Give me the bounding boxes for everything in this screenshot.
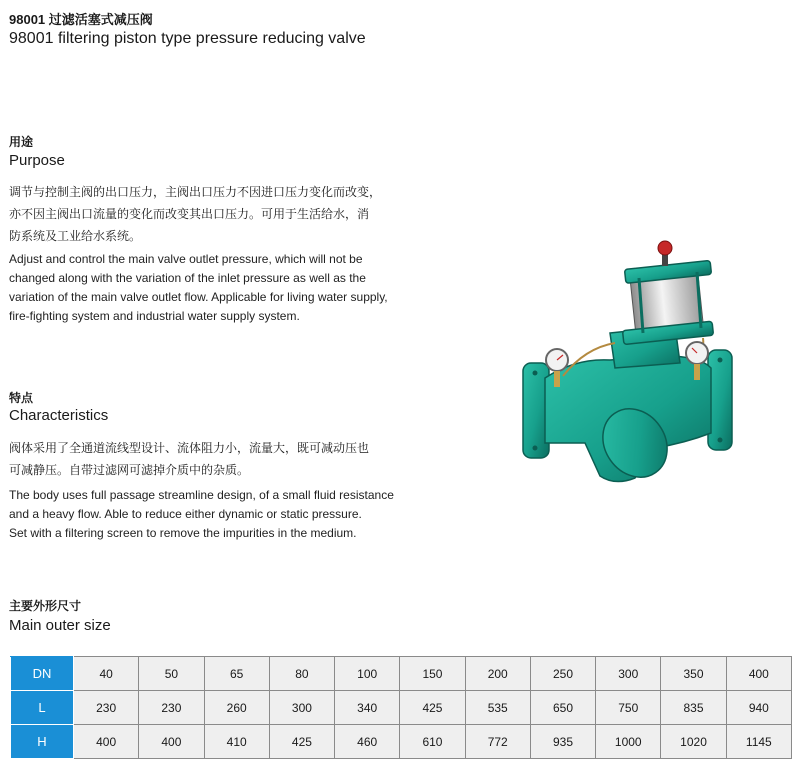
- table-cell: 1145: [726, 725, 791, 759]
- table-cell: 935: [530, 725, 595, 759]
- table-cell: 750: [596, 691, 661, 725]
- row-header: DN: [11, 657, 74, 691]
- table-cell: 300: [269, 691, 334, 725]
- size-heading-english: Main outer size: [9, 617, 111, 634]
- table-cell: 535: [465, 691, 530, 725]
- purpose-line-zh: 防系统及工业给水系统。: [9, 229, 142, 243]
- purpose-line-en: changed along with the variation of the inlet pressure as well as the: [9, 271, 366, 285]
- table-cell: 150: [400, 657, 465, 691]
- characteristics-line-en: The body uses full passage streamline design, of a small fluid resistance: [9, 488, 394, 502]
- table-cell: 230: [74, 691, 139, 725]
- table-cell: 1000: [596, 725, 661, 759]
- table-cell: 200: [465, 657, 530, 691]
- characteristics-line-zh: 阀体采用了全通道流线型设计、流体阻力小，流量大，既可减动压也: [9, 441, 370, 455]
- table-cell: 100: [335, 657, 400, 691]
- characteristics-line-en: and a heavy flow. Able to reduce either dynamic or static pressure.: [9, 507, 362, 521]
- table-cell: 230: [139, 691, 204, 725]
- table-cell: 260: [204, 691, 269, 725]
- size-heading-chinese: 主要外形尺寸: [9, 599, 82, 613]
- valve-illustration: [515, 238, 747, 488]
- purpose-line-zh: 亦不因主阀出口流量的变化而改变其出口压力。可用于生活给水，消: [9, 207, 370, 221]
- purpose-text-chinese: [9, 181, 414, 247]
- table-cell: 350: [661, 657, 726, 691]
- table-row: [11, 657, 792, 691]
- table-cell: 80: [269, 657, 334, 691]
- characteristics-line-en: Set with a filtering screen to remove the impurities in the medium.: [9, 526, 357, 540]
- purpose-line-en: Adjust and control the main valve outlet pressure, which will not be: [9, 252, 363, 266]
- purpose-line-en: variation of the main valve outlet flow. Applicable for living water supply,: [9, 290, 388, 304]
- purpose-text-english: [9, 250, 419, 326]
- table-row: [11, 725, 792, 759]
- table-row: [11, 691, 792, 725]
- dimensions-table: [10, 656, 792, 759]
- purpose-heading-chinese: 用途: [9, 135, 34, 149]
- table-cell: 300: [596, 657, 661, 691]
- table-cell: 772: [465, 725, 530, 759]
- table-cell: 340: [335, 691, 400, 725]
- characteristics-line-zh: 可减静压。自带过滤网可滤掉介质中的杂质。: [9, 463, 250, 477]
- characteristics-text-chinese: [9, 437, 414, 481]
- characteristics-text-english: [9, 486, 419, 543]
- title-english: 98001 filtering piston type pressure reducing valve: [9, 30, 366, 47]
- table-cell: 410: [204, 725, 269, 759]
- table-cell: 460: [335, 725, 400, 759]
- table-cell: 425: [269, 725, 334, 759]
- row-header: L: [11, 691, 74, 725]
- table-cell: 1020: [661, 725, 726, 759]
- purpose-line-en: fire-fighting system and industrial water supply system.: [9, 309, 300, 323]
- table-cell: 400: [139, 725, 204, 759]
- table-cell: 40: [74, 657, 139, 691]
- purpose-line-zh: 调节与控制主阀的出口压力，主阀出口压力不因进口压力变化而改变，: [9, 185, 382, 199]
- characteristics-heading-english: Characteristics: [9, 407, 109, 424]
- title-chinese: 98001 过滤活塞式减压阀: [9, 12, 153, 27]
- table-cell: 400: [726, 657, 791, 691]
- table-cell: 50: [139, 657, 204, 691]
- table-cell: 650: [530, 691, 595, 725]
- table-cell: 250: [530, 657, 595, 691]
- table-cell: 425: [400, 691, 465, 725]
- table-cell: 940: [726, 691, 791, 725]
- table-cell: 65: [204, 657, 269, 691]
- purpose-heading-english: Purpose: [9, 152, 65, 169]
- row-header: H: [11, 725, 74, 759]
- table-cell: 835: [661, 691, 726, 725]
- table-cell: 400: [74, 725, 139, 759]
- table-cell: 610: [400, 725, 465, 759]
- characteristics-heading-chinese: 特点: [9, 391, 34, 405]
